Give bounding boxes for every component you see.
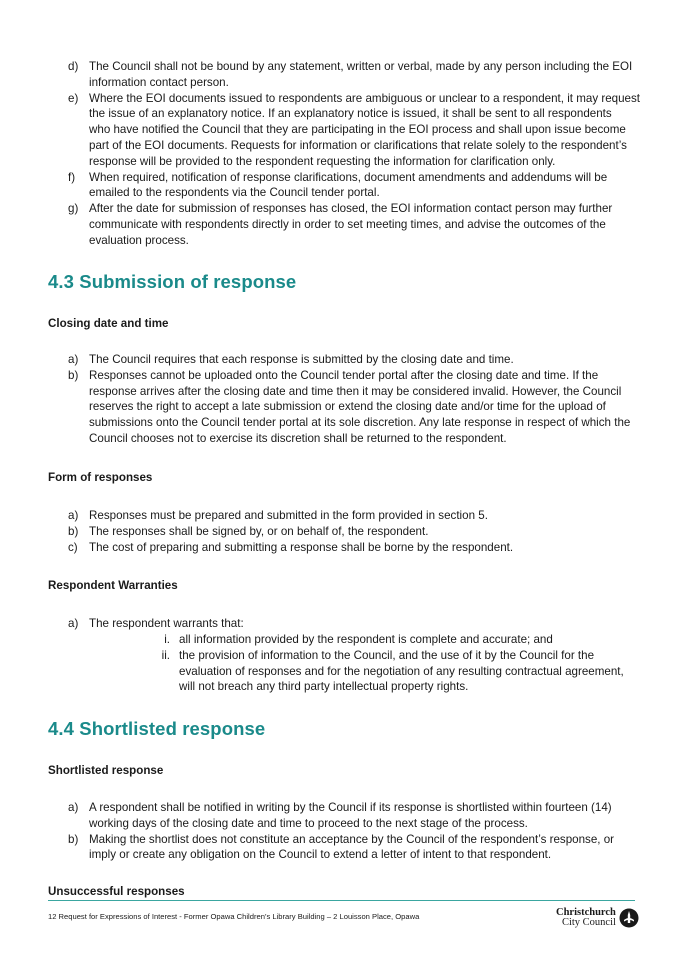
list-item [48,540,648,556]
list-item [156,632,675,648]
text-line: information contact person. [89,75,229,89]
text-line: response arrives after the closing date and time then it may be considered invalid. However, the Council [89,384,622,398]
warranties-list [48,616,648,632]
list-marker: e) [68,91,79,105]
list-item [48,368,648,447]
list-text [89,201,648,248]
text-line: evaluation of responses and for the negotiation of any resulting contractual agreement, [179,664,624,678]
list-marker: a) [68,509,79,522]
text-line: part of the EOI documents. Requests for information or clarifications that relate solely to the respondent’s [89,138,627,152]
list-item [48,800,648,832]
cathedral-emblem-icon [619,908,639,928]
list-item [48,524,648,540]
list-item [48,508,648,524]
section-heading-4-4: 4.4 Shortlisted response [48,718,266,739]
text-line: the provision of information to the Council, and the use of it by the Council for the [179,648,595,662]
list-item [48,59,648,91]
subheading-shortlisted-response: Shortlisted response [48,764,164,777]
shortlisted-list [48,800,648,863]
text-line: Council chooses not to exercise its discretion shall be returned to the respondent. [89,431,507,445]
list-text [89,352,648,368]
text-line: The Council shall not be bound by any statement, written or verbal, made by any person including the EOI [89,60,633,73]
text-line: emailed to the respondents via the Council tender portal. [89,186,380,200]
eoi-clauses-list [48,59,648,249]
list-item [48,352,648,368]
list-marker: i. [164,633,170,646]
list-text [89,368,648,447]
council-logo [556,908,639,928]
list-marker: b) [68,832,79,846]
form-of-responses-list [48,508,648,555]
list-text [89,524,648,540]
text-line: communicate with respondents directly in order to set meeting times, and advise the outcomes of the [89,217,606,231]
list-marker: c) [68,540,78,554]
text-line: all information provided by the respondent is complete and accurate; and [179,633,553,646]
text-line: Responses must be prepared and submitted in the form provided in section 5. [89,509,488,522]
closing-date-list [48,352,648,447]
logo-line-2: City Council [561,917,616,928]
list-item [48,170,648,202]
list-marker: b) [68,368,79,382]
list-text [89,170,648,202]
text-line: working days of the closing date and time to proceed to the next stage of the process. [89,816,528,830]
list-text [89,508,648,524]
logo-line-1: Christchurch [556,907,616,918]
list-text [89,832,648,864]
list-item [48,832,648,864]
footer-caption: 12 Request for Expressions of Interest - Former Opawa Children’s Library Building – 2 Louisson Place, Opawa [48,912,420,921]
text-line: The Council requires that each response is submitted by the closing date and time. [89,353,514,366]
list-text [179,648,675,695]
list-marker: ii. [161,648,170,662]
text-line: evaluation process. [89,233,189,247]
footer-rule [48,900,635,901]
text-line: Where the EOI documents issued to respondents are ambiguous or unclear to a respondent, it may request [89,91,641,105]
text-line: When required, notification of response clarifications, document amendments and addendums will be [89,170,608,184]
list-marker: d) [68,60,79,73]
list-text [89,59,648,91]
list-marker: g) [68,202,79,216]
text-line: the issue of an explanatory notice. If an explanatory notice is issued, it shall be sent to all respondents [89,107,612,121]
text-line: Making the shortlist does not constitute an acceptance by the Council of the respondent’s response, or [89,832,615,846]
text-line: A respondent shall be notified in writing by the Council if its response is shortlisted within fourteen (14) [89,801,612,814]
list-item [156,648,675,695]
text-line: The responses shall be signed by, or on behalf of, the respondent. [89,524,429,538]
list-text [89,540,648,556]
list-marker: a) [68,801,79,814]
section-heading-4-3: 4.3 Submission of response [48,271,297,292]
list-text [89,616,648,632]
subheading-unsuccessful-responses: Unsuccessful responses [48,885,185,898]
text-line: submissions onto the Council tender portal at its sole discretion. Any late response in respect of which the [89,416,631,430]
list-text [89,800,648,832]
warranties-sublist [156,632,675,695]
text-line: Responses cannot be uploaded onto the Council tender portal after the closing date and time. If the [89,368,599,382]
text-line: will not breach any third party intellectual property rights. [179,680,469,694]
list-marker: a) [68,353,79,366]
text-line: After the date for submission of responses has closed, the EOI information contact person may further [89,202,613,216]
text-line: The respondent warrants that: [89,617,244,630]
subheading-form-of-responses: Form of responses [48,471,153,484]
subheading-closing-date: Closing date and time [48,317,169,330]
list-marker: b) [68,524,79,538]
list-text [179,632,675,648]
list-item [48,201,648,248]
text-line: response will be provided to the respondent requesting the information for clarification only. [89,154,556,168]
list-item [48,616,648,632]
list-marker: f) [68,170,76,184]
list-text [89,91,648,170]
list-item [48,91,648,170]
text-line: imply or create any obligation on the Council to extend a letter of intent to that respondent. [89,848,552,862]
text-line: who have notified the Council that they are participating in the EOI process and shall upon issue become [89,123,626,137]
text-line: The cost of preparing and submitting a response shall be borne by the respondent. [89,540,514,554]
list-marker: a) [68,617,79,630]
subheading-respondent-warranties: Respondent Warranties [48,579,178,592]
text-line: reserves the right to accept a late submission or extend the closing date and/or time for the upload of [89,400,606,414]
